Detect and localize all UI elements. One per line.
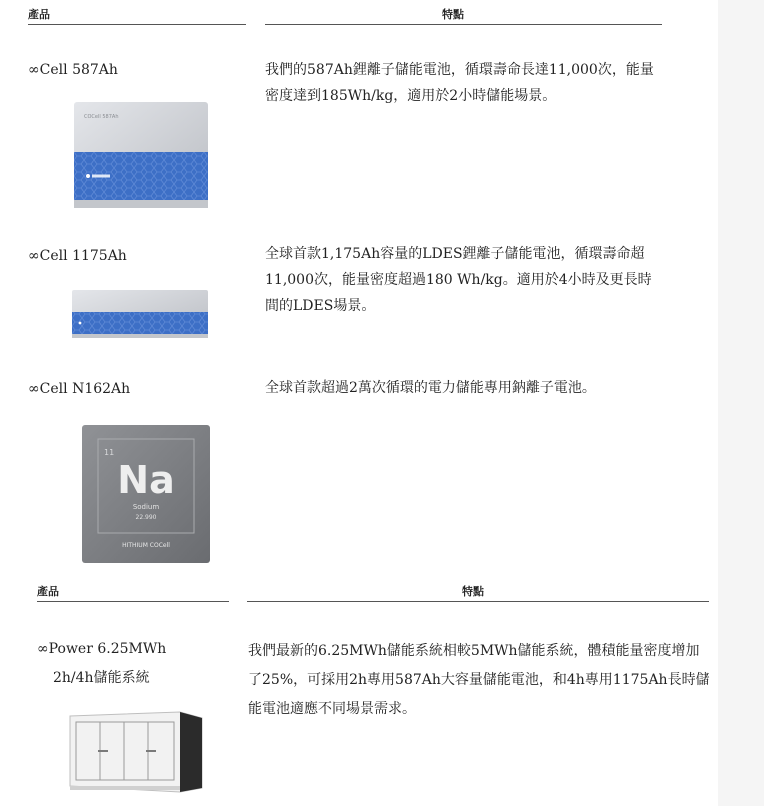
table2-header-features: 特點 — [462, 585, 484, 598]
product-name-line2: 2h/4h儲能系統 — [53, 670, 150, 686]
cell-label-text: COCell 587Ah — [84, 114, 119, 120]
product-name: ∞Cell 587Ah — [28, 62, 118, 78]
brand-text: HITHIUM COCell — [122, 542, 170, 549]
product-description: 我們最新的6.25MWh儲能系統相較5MWh儲能系統，體積能量密度增加了25%，可採用2h專用587Ah大容量儲能電池，和4h專用1175Ah長時儲能電池適應不同場景需求。 — [248, 643, 710, 717]
table1-header-product: 產品 — [28, 8, 50, 21]
cell-n162ah-image — [82, 425, 212, 565]
table1-header-rule-left — [28, 24, 246, 25]
cell-587ah-image — [74, 100, 210, 210]
page-gutter — [718, 0, 764, 806]
product-name: ∞Cell N162Ah — [28, 381, 131, 397]
element-number: 11 — [104, 448, 115, 457]
product-description: 我們的587Ah鋰離子儲能電池，循環壽命長達11,000次，能量密度達到185Wh/kg，適用於2小時儲能場景。 — [265, 62, 654, 104]
product-description: 全球首款1,175Ah容量的LDES鋰離子儲能電池，循環壽命超11,000次，能量密度超過180 Wh/kg。適用於4小時及更長時間的LDES場景。 — [265, 246, 652, 314]
product-name: ∞Power 6.25MWh — [37, 641, 167, 657]
product-name: ∞Cell 1175Ah — [28, 248, 127, 264]
table1-header-rule-right — [265, 24, 662, 25]
power-system-image — [62, 708, 212, 794]
cell-1175ah-image — [72, 290, 210, 340]
element-mass: 22.990 — [135, 514, 157, 521]
table2-header-product: 產品 — [37, 585, 59, 598]
element-name: Sodium — [132, 503, 160, 511]
table2-header-rule-left — [37, 601, 229, 602]
element-symbol: Na — [117, 458, 175, 502]
table1-header-features: 特點 — [442, 8, 464, 21]
table2-header-rule-right — [247, 601, 709, 602]
product-description: 全球首款超過2萬次循環的電力儲能專用鈉離子電池。 — [265, 380, 596, 396]
